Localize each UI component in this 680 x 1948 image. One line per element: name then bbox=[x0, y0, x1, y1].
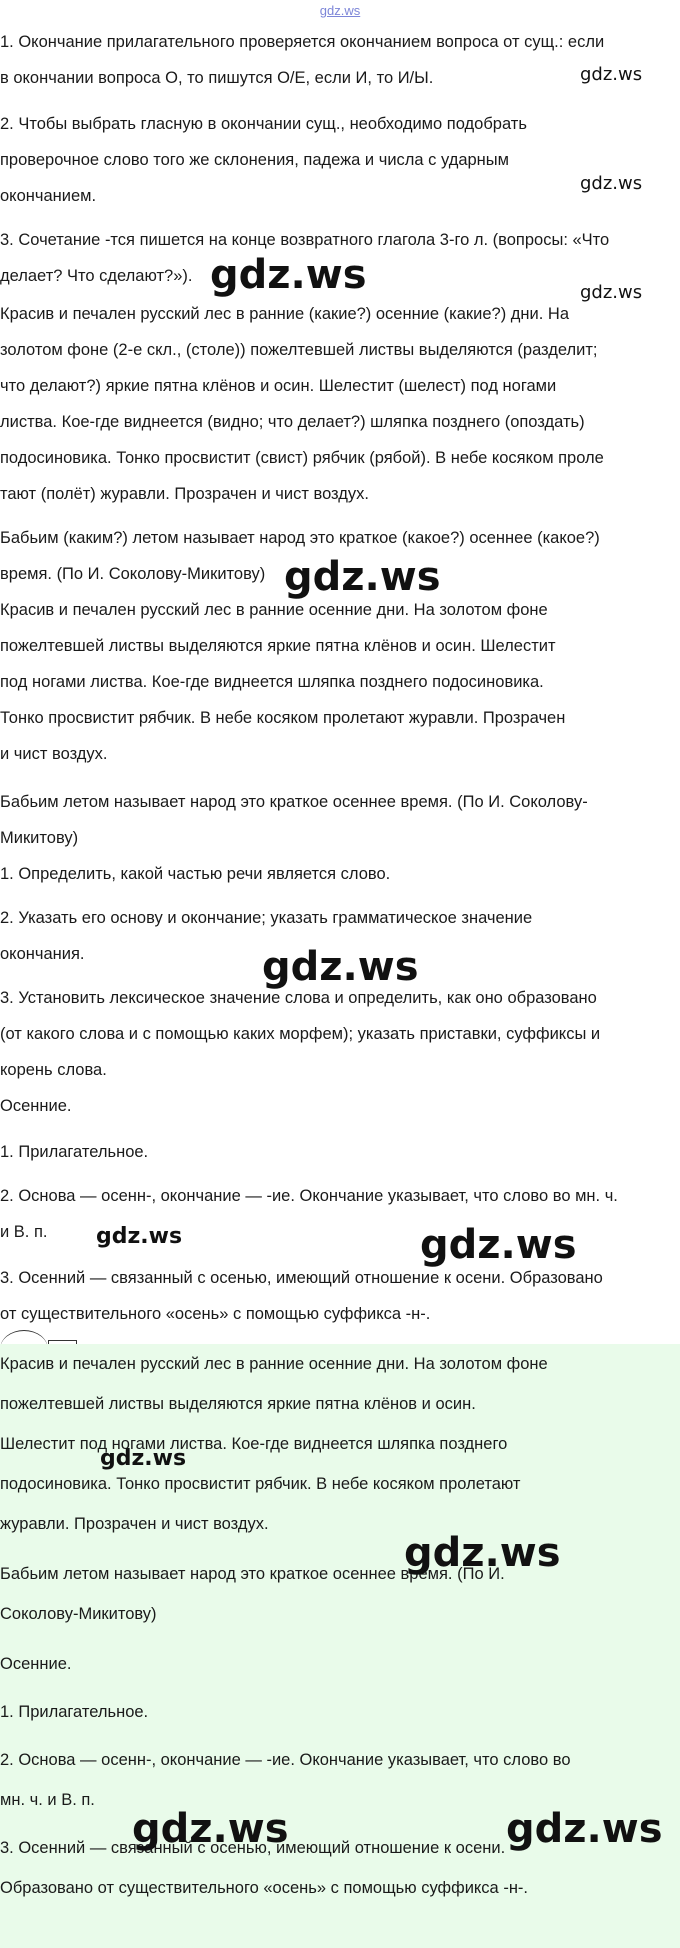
watermark: gdz.ws bbox=[580, 64, 643, 85]
parsed-line: пожелтевшей листвы выделяются яркие пятна клёнов и осин. Шелестит bbox=[0, 637, 556, 655]
watermark: gdz.ws bbox=[420, 1222, 577, 1268]
watermark: gdz.ws bbox=[284, 554, 441, 600]
rule-line: делает? Что сделают?»). bbox=[0, 267, 193, 285]
answer-line: Образовано от существительного «осень» с помощью суффикса -н-. bbox=[0, 1879, 529, 1897]
task-line: корень слова. bbox=[0, 1061, 107, 1079]
answer-line: 1. Прилагательное. bbox=[0, 1703, 149, 1721]
parsed-line: Красив и печален русский лес в ранние осенние дни. На золотом фоне bbox=[0, 601, 548, 619]
watermark: gdz.ws bbox=[132, 1806, 289, 1852]
answer-line: Осенние. bbox=[0, 1655, 72, 1673]
watermark: gdz.ws bbox=[404, 1530, 561, 1576]
answer-line: 3. Осенний — связанный с осенью, имеющий отношение к осени. bbox=[0, 1839, 506, 1857]
parsed-line: Тонко просвистит рябчик. В небе косяком пролетают журавли. Прозрачен bbox=[0, 709, 566, 727]
watermark: gdz.ws bbox=[100, 1446, 187, 1471]
answer-block bbox=[0, 1344, 680, 1948]
watermark: gdz.ws bbox=[96, 1224, 183, 1249]
parsed-line: под ногами листва. Кое-где виднеется шляпка позднего подосиновика. bbox=[0, 673, 544, 691]
site-link-top[interactable]: gdz.ws bbox=[319, 3, 361, 18]
task-line: 3. Осенний — связанный с осенью, имеющий отношение к осени. Образовано bbox=[0, 1269, 603, 1287]
annotated-line: подосиновика. Тонко просвистит (свист) рябчик (рябой). В небе косяком проле bbox=[0, 449, 604, 467]
rule-line: 3. Сочетание -тся пишется на конце возвратного глагола 3-го л. (вопросы: «Что bbox=[0, 231, 610, 249]
watermark: gdz.ws bbox=[210, 252, 367, 298]
annotated-line: тают (полёт) журавли. Прозрачен и чист воздух. bbox=[0, 485, 369, 503]
watermark: gdz.ws bbox=[580, 282, 643, 303]
watermark: gdz.ws bbox=[506, 1806, 663, 1852]
rule-line: 1. Окончание прилагательного проверяется окончанием вопроса от сущ.: если bbox=[0, 33, 605, 51]
task-line: от существительного «осень» с помощью суффикса -н-. bbox=[0, 1305, 431, 1323]
annotated-line: Бабьим (каким?) летом называет народ это краткое (какое?) осеннее (какое?) bbox=[0, 529, 600, 547]
annotated-line: золотом фоне (2-е скл., (столе)) пожелтевшей листвы выделяются (разделит; bbox=[0, 341, 598, 359]
task-line: и В. п. bbox=[0, 1223, 48, 1241]
rule-line: 2. Чтобы выбрать гласную в окончании сущ., необходимо подобрать bbox=[0, 115, 527, 133]
annotated-line: время. (По И. Соколову-Микитову) bbox=[0, 565, 266, 583]
task-line: Осенние. bbox=[0, 1097, 72, 1115]
answer-line: 2. Основа — осенн-, окончание — -ие. Окончание указывает, что слово во bbox=[0, 1751, 571, 1769]
annotated-line: Красив и печален русский лес в ранние (какие?) осенние (какие?) дни. На bbox=[0, 305, 570, 323]
task-line: 2. Указать его основу и окончание; указать грамматическое значение bbox=[0, 909, 533, 927]
answer-line: подосиновика. Тонко просвистит рябчик. В небе косяком пролетают bbox=[0, 1475, 521, 1493]
task-line: (от какого слова и с помощью каких морфем); указать приставки, суффиксы и bbox=[0, 1025, 601, 1043]
answer-line: Шелестит под ногами листва. Кое-где виднеется шляпка позднего bbox=[0, 1435, 508, 1453]
answer-line: журавли. Прозрачен и чист воздух. bbox=[0, 1515, 269, 1533]
task-line: 3. Установить лексическое значение слова и определить, как оно образовано bbox=[0, 989, 597, 1007]
annotated-line: что делают?) яркие пятна клёнов и осин. Шелестит (шелест) под ногами bbox=[0, 377, 557, 395]
rule-line: окончанием. bbox=[0, 187, 97, 205]
answer-line: Соколову-Микитову) bbox=[0, 1605, 157, 1623]
task-line: 2. Основа — осенн-, окончание — -ие. Окончание указывает, что слово во мн. ч. bbox=[0, 1187, 618, 1205]
answer-line: мн. ч. и В. п. bbox=[0, 1791, 95, 1809]
parsed-line: и чист воздух. bbox=[0, 745, 108, 763]
parsed-line: Бабьим летом называет народ это краткое осеннее время. (По И. Соколову- bbox=[0, 793, 588, 811]
task-line: 1. Прилагательное. bbox=[0, 1143, 149, 1161]
answer-line: Бабьим летом называет народ это краткое осеннее время. (По И. bbox=[0, 1565, 505, 1583]
watermark: gdz.ws bbox=[262, 944, 419, 990]
parsed-line: Микитову) bbox=[0, 829, 79, 847]
watermark: gdz.ws bbox=[580, 173, 643, 194]
answer-line: пожелтевшей листвы выделяются яркие пятна клёнов и осин. bbox=[0, 1395, 476, 1413]
task-line: 1. Определить, какой частью речи является слово. bbox=[0, 865, 391, 883]
annotated-line: листва. Кое-где виднеется (видно; что делает?) шляпка позднего (опоздать) bbox=[0, 413, 585, 431]
rule-line: в окончании вопроса О, то пишутся О/Е, если И, то И/Ы. bbox=[0, 69, 434, 87]
answer-line: Красив и печален русский лес в ранние осенние дни. На золотом фоне bbox=[0, 1355, 548, 1373]
rule-line: проверочное слово того же склонения, падежа и числа с ударным bbox=[0, 151, 510, 169]
task-line: окончания. bbox=[0, 945, 85, 963]
